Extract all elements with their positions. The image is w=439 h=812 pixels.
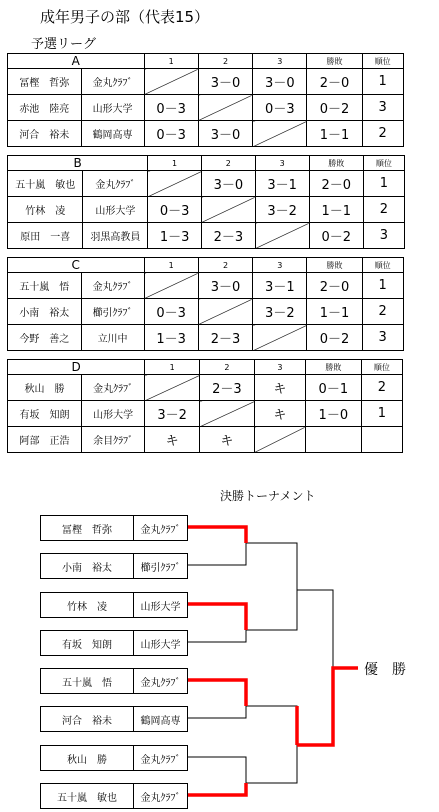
entry-club-name: 鶴岡高専 [140,715,181,727]
rank: 2 [361,375,403,401]
player-name: 小南 裕太 [8,299,82,325]
group-name: C [8,258,145,273]
club-name: 山形大学 [82,401,145,427]
win-loss: 0－2 [307,325,362,351]
score-cell: 3－0 [198,121,252,147]
win-loss: 1－1 [307,121,362,147]
entry-player-name: 有坂 知朗 [41,631,134,655]
column-header: 順位 [361,360,403,375]
score-cell: 3－2 [145,401,200,427]
player-name: 河合 裕未 [8,121,82,147]
club-name: 羽黒高教員 [83,223,148,249]
winner-path [186,680,246,706]
player-name: 今野 善之 [8,325,82,351]
score-cell: 3－1 [253,273,307,299]
column-header: 2 [198,54,252,69]
league-subtitle: 予選リーグ [31,37,97,52]
score-cell: 3－0 [198,273,252,299]
column-header: 順位 [362,54,403,69]
score-cell: 3－1 [255,171,309,197]
tournament-entry [40,706,188,732]
player-name: 竹林 凌 [8,197,83,223]
bracket-line [246,745,297,783]
score-cell: 2－3 [201,223,255,249]
club-name: 山形大学 [81,95,144,121]
entry-player-name: 秋山 勝 [41,746,134,770]
score-cell: 0－3 [144,95,198,121]
rank: 1 [362,69,403,95]
entry-player-name: 冨樫 哲弥 [41,516,134,540]
bracket-line [186,630,246,642]
club-name: 金丸ｸﾗﾌﾞ [82,375,145,401]
tournament-entry [40,745,188,771]
bracket-line [246,543,297,590]
score-cell: 1－3 [148,223,202,249]
group-name: A [8,54,145,69]
winner-path [186,783,246,795]
player-name: 五十嵐 敏也 [8,171,83,197]
winner-path [186,604,246,630]
score-cell: キ [254,375,305,401]
column-header: 2 [200,360,255,375]
score-cell: 3－0 [198,69,252,95]
column-header: 1 [145,360,200,375]
club-name: 鶴岡高専 [81,121,144,147]
column-header: 2 [201,156,255,171]
score-cell: 3－0 [201,171,255,197]
entry-club-name: 金丸ｸﾗﾌﾞ [140,524,181,536]
player-name: 五十嵐 悟 [8,273,82,299]
column-header: 3 [254,360,305,375]
player-name: 原田 一喜 [8,223,83,249]
entry-player-name: 小南 裕太 [41,554,134,578]
player-name: 赤池 陸亮 [8,95,82,121]
player-name: 秋山 勝 [8,375,82,401]
column-header: 順位 [364,156,405,171]
entry-club-name: 金丸ｸﾗﾌﾞ [140,677,181,689]
tournament-entry [40,668,188,694]
entry-club-name: 櫛引ｸﾗﾌﾞ [140,562,181,574]
bracket-line [246,706,297,745]
rank: 2 [362,299,403,325]
score-cell: キ [145,427,200,453]
score-cell: 0－3 [144,299,198,325]
column-header: 3 [255,156,309,171]
win-loss: 0－2 [307,95,362,121]
entry-club-name: 金丸ｸﾗﾌﾞ [140,754,181,766]
win-loss: 2－0 [307,273,362,299]
win-loss: 0－1 [306,375,362,401]
bracket-line [186,543,246,565]
club-name: 櫛引ｸﾗﾌﾞ [81,299,144,325]
player-name: 冨樫 哲弥 [8,69,82,95]
column-header: 勝敗 [307,54,362,69]
score-cell: 1－3 [144,325,198,351]
player-name: 阿部 正浩 [8,427,82,453]
group-name: B [8,156,148,171]
score-cell: キ [254,401,305,427]
player-name: 有坂 知朗 [8,401,82,427]
score-cell: 0－3 [144,121,198,147]
column-header: 順位 [362,258,403,273]
score-cell: 3－2 [253,299,307,325]
entry-player-name: 河合 裕未 [41,707,134,731]
club-name: 山形大学 [83,197,148,223]
tournament-entry [40,515,188,541]
tournament-entry [40,592,188,618]
score-cell: 3－0 [253,69,307,95]
rank: 3 [362,325,403,351]
bracket-line [186,706,246,718]
club-name: 金丸ｸﾗﾌﾞ [81,273,144,299]
rank: 2 [362,121,403,147]
column-header: 1 [148,156,202,171]
score-cell: 0－3 [253,95,307,121]
group-name: D [8,360,145,375]
club-name: 金丸ｸﾗﾌﾞ [81,69,144,95]
column-header: 3 [253,258,307,273]
column-header: 勝敗 [306,360,362,375]
score-cell: 2－3 [198,325,252,351]
rank: 3 [364,223,405,249]
tournament-entry [40,630,188,656]
win-loss: 0－2 [309,223,364,249]
rank: 1 [362,273,403,299]
win-loss: 2－0 [307,69,362,95]
bracket-line [297,590,333,668]
score-cell: 3－2 [255,197,309,223]
bracket-line [186,757,246,783]
entry-club-name: 金丸ｸﾗﾌﾞ [140,792,181,804]
entry-player-name: 竹林 凌 [41,593,134,617]
win-loss: 2－0 [309,171,364,197]
winner-path [297,668,358,745]
entry-club-name: 山形大学 [140,639,181,651]
column-header: 2 [198,258,252,273]
column-header: 勝敗 [307,258,362,273]
rank: 1 [361,401,403,427]
champion-label: 優 勝 [364,662,406,678]
score-cell: 0－3 [148,197,202,223]
tournament-entry [40,553,188,579]
win-loss: 1－1 [309,197,364,223]
score-cell: キ [200,427,255,453]
rank: 3 [362,95,403,121]
rank: 2 [364,197,405,223]
page-title: 成年男子の部（代表15） [40,8,210,26]
column-header: 1 [144,54,198,69]
column-header: 1 [144,258,198,273]
win-loss: 1－1 [307,299,362,325]
club-name: 金丸ｸﾗﾌﾞ [83,171,148,197]
entry-club-name: 山形大学 [140,601,181,613]
score-cell: 2－3 [200,375,255,401]
rank: 1 [364,171,405,197]
tournament-entry [40,783,188,809]
entry-player-name: 五十嵐 敏也 [41,784,134,808]
entry-player-name: 五十嵐 悟 [41,669,134,693]
club-name: 立川中 [81,325,144,351]
winner-path [186,527,246,543]
bracket-line [246,590,297,630]
club-name: 余目ｸﾗﾌﾞ [82,427,145,453]
tournament-title: 決勝トーナメント [220,489,316,503]
win-loss: 1－0 [306,401,362,427]
column-header: 3 [253,54,307,69]
column-header: 勝敗 [309,156,364,171]
